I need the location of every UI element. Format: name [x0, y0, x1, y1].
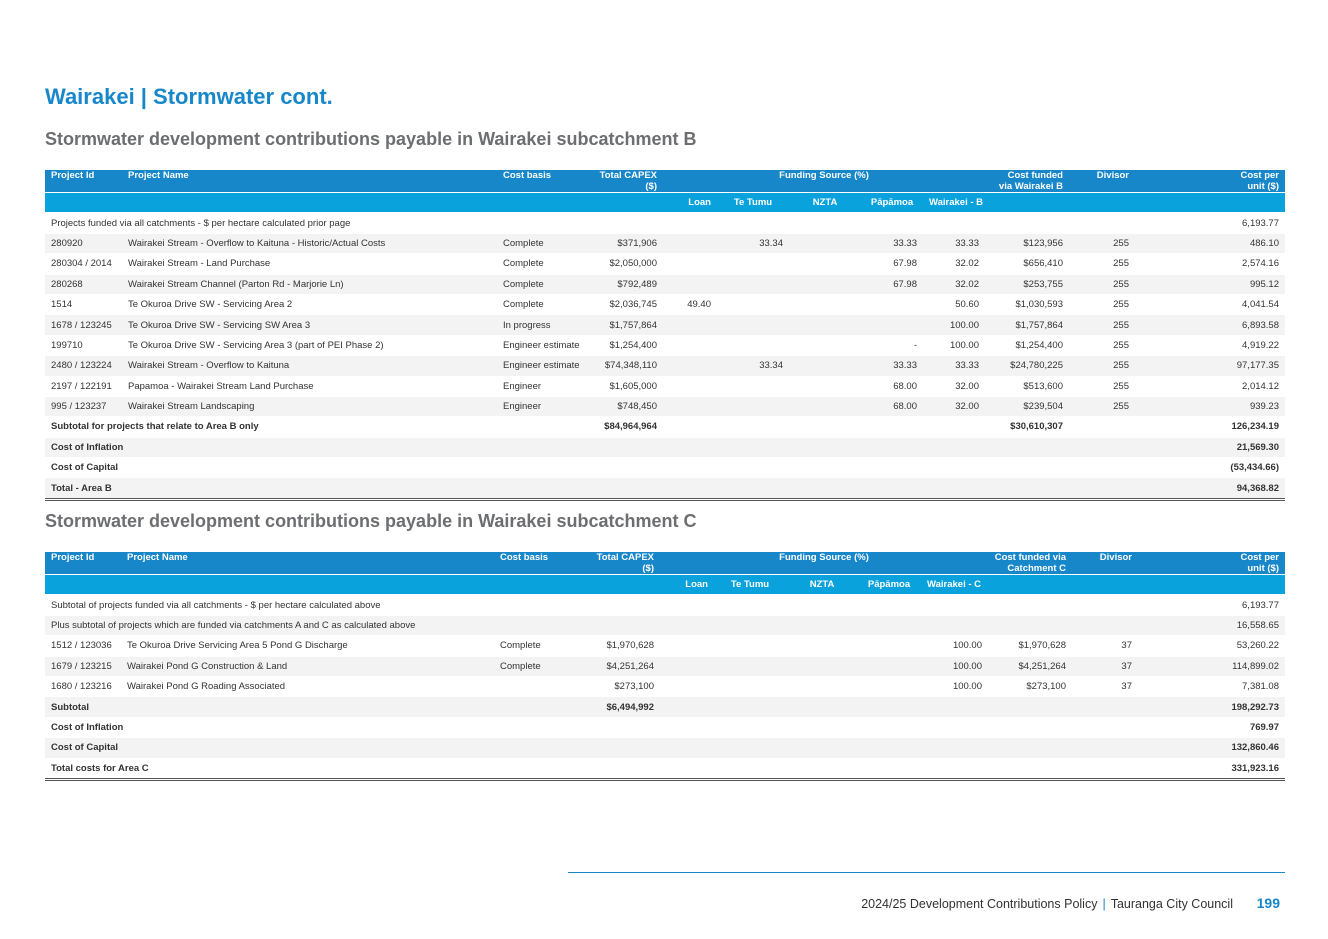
table-subcatchment-c	[45, 552, 1285, 781]
cell-papamoa	[858, 636, 920, 656]
table-row	[45, 636, 1285, 656]
col-header-te-tumu: Te Tumu	[714, 575, 786, 595]
cell-wairakei: 33.33	[923, 356, 985, 376]
cell-cost-basis: Complete	[494, 636, 584, 656]
col-header-wairakei: Wairakei - B	[923, 193, 985, 213]
cell-cost-per-unit: 16,558.65	[1138, 615, 1285, 635]
cell-cost-basis: Complete	[497, 254, 587, 274]
summary-total-capex	[584, 738, 660, 758]
cell-te-tumu: 33.34	[717, 233, 789, 253]
col-header-cost-funded	[988, 552, 1072, 575]
cell-total-capex: $2,036,745	[587, 294, 663, 314]
cell-cost-per-unit: 2,574.16	[1135, 254, 1285, 274]
summary-divisor	[1069, 478, 1135, 499]
cell-divisor: 255	[1069, 315, 1135, 335]
cost-per-unit-line2: unit ($)	[1247, 181, 1279, 192]
cell-nzta	[789, 356, 861, 376]
cell-wairakei: 100.00	[920, 676, 988, 696]
cell-te-tumu	[717, 335, 789, 355]
cell-project-name: Wairakei Pond G Roading Associated	[121, 676, 494, 696]
summary-total-capex	[587, 478, 663, 499]
summary-gap	[663, 437, 985, 457]
cell-cost-per-unit: 114,899.02	[1138, 656, 1285, 676]
cell-cost-funded: $1,030,593	[985, 294, 1069, 314]
page-title: Wairakei | Stormwater cont.	[45, 84, 333, 109]
cell-total-capex: $1,757,864	[587, 315, 663, 335]
summary-cost-funded	[988, 697, 1072, 717]
cell-papamoa: 33.33	[861, 356, 923, 376]
summary-cost-funded	[988, 738, 1072, 758]
table-row	[45, 315, 1285, 335]
col-header-papamoa: Pāpāmoa	[861, 193, 923, 213]
cell-divisor: 37	[1072, 676, 1138, 696]
cell-nzta	[789, 396, 861, 416]
col-header-total-capex	[584, 552, 660, 575]
summary-gap	[663, 478, 985, 499]
cell-cost-funded: $656,410	[985, 254, 1069, 274]
table-header-row	[45, 552, 1285, 575]
cell-loan	[663, 274, 717, 294]
col-header-nzta: NZTA	[789, 193, 861, 213]
summary-total-capex	[584, 717, 660, 737]
cell-cost-funded: $1,757,864	[985, 315, 1069, 335]
footer-text	[861, 897, 1233, 911]
cell-project-name: Wairakei Stream - Overflow to Kaituna	[122, 356, 497, 376]
summary-divisor	[1069, 458, 1135, 478]
cost-funded-line2: Catchment C	[1007, 563, 1066, 574]
cell-cost-funded: $1,254,400	[985, 335, 1069, 355]
cell-total-capex: $792,489	[587, 274, 663, 294]
footer-separator: |	[1102, 897, 1106, 911]
cell-loan: 49.40	[663, 294, 717, 314]
cell-papamoa: 67.98	[861, 254, 923, 274]
cell-project-name: Te Okuroa Drive SW - Servicing SW Area 3	[122, 315, 497, 335]
cell-divisor: 255	[1069, 396, 1135, 416]
cell-wairakei: 33.33	[923, 233, 985, 253]
cell-cost-funded: $123,956	[985, 233, 1069, 253]
intro-row	[45, 213, 1285, 233]
cell-total-capex: $1,254,400	[587, 335, 663, 355]
summary-cost-funded	[985, 437, 1069, 457]
cell-cost-basis: Engineer	[497, 396, 587, 416]
cell-project-name: Wairakei Stream - Overflow to Kaituna - Historic/Actual Costs	[122, 233, 497, 253]
cell-project-id: 1679 / 123215	[45, 656, 121, 676]
cell-project-id: 2197 / 122191	[45, 376, 122, 396]
intro-label: Plus subtotal of projects which are funded via catchments A and C as calculated above	[45, 615, 1138, 635]
cell-total-capex: $1,605,000	[587, 376, 663, 396]
total-capex-line2: ($)	[642, 563, 654, 574]
summary-gap	[663, 458, 985, 478]
cell-project-name: Te Okuroa Drive SW - Servicing Area 3 (part of PEI Phase 2)	[122, 335, 497, 355]
cell-nzta	[789, 233, 861, 253]
col-header-divisor: Divisor	[1072, 552, 1138, 575]
table-subcatchment-b	[45, 170, 1285, 501]
summary-label: Cost of Inflation	[45, 437, 587, 457]
cell-papamoa	[858, 676, 920, 696]
col-header-papamoa: Pāpāmoa	[858, 575, 920, 595]
table-header-row	[45, 170, 1285, 193]
summary-row	[45, 738, 1285, 758]
cell-cost-per-unit: 995.12	[1135, 274, 1285, 294]
cell-cost-per-unit: 2,014.12	[1135, 376, 1285, 396]
summary-divisor	[1069, 437, 1135, 457]
cell-project-name: Wairakei Stream Channel (Parton Rd - Marjorie Ln)	[122, 274, 497, 294]
cell-cost-per-unit: 6,193.77	[1135, 213, 1285, 233]
cost-funded-line1: Cost funded via	[994, 552, 1066, 563]
table-row	[45, 656, 1285, 676]
cell-cost-per-unit: 4,041.54	[1135, 294, 1285, 314]
cell-te-tumu	[717, 376, 789, 396]
col-header-cost-per-unit	[1135, 170, 1285, 193]
summary-divisor	[1072, 758, 1138, 779]
table-subheader-row	[45, 193, 1285, 213]
cell-divisor: 255	[1069, 294, 1135, 314]
cell-papamoa: 68.00	[861, 376, 923, 396]
intro-row	[45, 595, 1285, 615]
cell-divisor: 255	[1069, 335, 1135, 355]
summary-total-capex	[584, 758, 660, 779]
cell-cost-per-unit: 939.23	[1135, 396, 1285, 416]
summary-cost-funded	[985, 458, 1069, 478]
table-row	[45, 376, 1285, 396]
cell-te-tumu	[717, 294, 789, 314]
footer-policy: 2024/25 Development Contributions Policy	[861, 897, 1098, 911]
cell-cost-basis: Engineer	[497, 376, 587, 396]
cell-project-id: 1680 / 123216	[45, 676, 121, 696]
cell-wairakei: 50.60	[923, 294, 985, 314]
summary-cost-funded: $30,610,307	[985, 417, 1069, 437]
table-row	[45, 396, 1285, 416]
footer-divider	[568, 872, 1285, 873]
cell-papamoa	[861, 294, 923, 314]
cell-loan	[660, 656, 714, 676]
cell-nzta	[789, 376, 861, 396]
summary-total-capex: $6,494,992	[584, 697, 660, 717]
summary-cost-per-unit: 331,923.16	[1138, 758, 1285, 779]
cell-nzta	[789, 254, 861, 274]
cell-wairakei: 32.00	[923, 376, 985, 396]
cell-loan	[660, 676, 714, 696]
col-header-cost-basis: Cost basis	[494, 552, 584, 575]
summary-row	[45, 717, 1285, 737]
cell-papamoa	[861, 315, 923, 335]
col-header-total-capex	[587, 170, 663, 193]
cell-project-name: Wairakei Stream - Land Purchase	[122, 254, 497, 274]
cell-loan	[663, 233, 717, 253]
col-header-funding-source: Funding Source (%)	[660, 552, 988, 575]
cost-funded-line1: Cost funded	[1007, 170, 1063, 181]
cell-divisor: 37	[1072, 656, 1138, 676]
total-capex-line1: Total CAPEX	[599, 170, 657, 181]
col-header-loan: Loan	[660, 575, 714, 595]
cell-nzta	[786, 656, 858, 676]
col-header-nzta: NZTA	[786, 575, 858, 595]
cell-cost-basis: Complete	[497, 233, 587, 253]
total-capex-line2: ($)	[645, 181, 657, 192]
section-title-b: Stormwater development contributions payable in Wairakei subcatchment B	[45, 129, 697, 149]
cell-te-tumu: 33.34	[717, 356, 789, 376]
summary-gap	[663, 417, 985, 437]
summary-cost-per-unit: 769.97	[1138, 717, 1285, 737]
col-header-project-id: Project Id	[45, 170, 122, 193]
cell-papamoa	[858, 656, 920, 676]
cell-divisor: 255	[1069, 376, 1135, 396]
col-header-wairakei: Wairakei - C	[920, 575, 988, 595]
cell-papamoa: 68.00	[861, 396, 923, 416]
summary-cost-per-unit: 198,292.73	[1138, 697, 1285, 717]
cell-total-capex: $273,100	[584, 676, 660, 696]
summary-label: Subtotal for projects that relate to Area B only	[45, 417, 587, 437]
table-row	[45, 254, 1285, 274]
cell-cost-per-unit: 7,381.08	[1138, 676, 1285, 696]
cell-project-id: 995 / 123237	[45, 396, 122, 416]
cell-cost-basis: Complete	[497, 274, 587, 294]
cell-divisor: 255	[1069, 356, 1135, 376]
cell-project-id: 280304 / 2014	[45, 254, 122, 274]
cell-project-name: Te Okuroa Drive Servicing Area 5 Pond G Discharge	[121, 636, 494, 656]
cell-total-capex: $74,348,110	[587, 356, 663, 376]
cell-total-capex: $2,050,000	[587, 254, 663, 274]
summary-cost-per-unit: 94,368.82	[1135, 478, 1285, 499]
cell-cost-funded: $1,970,628	[988, 636, 1072, 656]
cell-cost-per-unit: 97,177.35	[1135, 356, 1285, 376]
cell-te-tumu	[717, 315, 789, 335]
cell-cost-funded: $253,755	[985, 274, 1069, 294]
summary-gap	[660, 738, 988, 758]
cell-wairakei: 100.00	[923, 315, 985, 335]
cell-loan	[663, 315, 717, 335]
cell-loan	[660, 636, 714, 656]
summary-cost-per-unit: 126,234.19	[1135, 417, 1285, 437]
summary-row	[45, 697, 1285, 717]
footer-council: Tauranga City Council	[1110, 897, 1233, 911]
cell-wairakei: 32.02	[923, 254, 985, 274]
cell-papamoa: 33.33	[861, 233, 923, 253]
cost-per-unit-line2: unit ($)	[1247, 563, 1279, 574]
summary-label: Cost of Capital	[45, 458, 587, 478]
table-row	[45, 335, 1285, 355]
col-header-te-tumu: Te Tumu	[717, 193, 789, 213]
table-row	[45, 233, 1285, 253]
cell-wairakei: 100.00	[923, 335, 985, 355]
cell-cost-funded: $4,251,264	[988, 656, 1072, 676]
cell-loan	[663, 396, 717, 416]
col-header-cost-funded	[985, 170, 1069, 193]
summary-row	[45, 417, 1285, 437]
cell-cost-per-unit: 6,193.77	[1138, 595, 1285, 615]
col-header-funding-source: Funding Source (%)	[663, 170, 985, 193]
section-title-c: Stormwater development contributions payable in Wairakei subcatchment C	[45, 511, 697, 531]
cell-total-capex: $371,906	[587, 233, 663, 253]
summary-gap	[660, 758, 988, 779]
cell-cost-basis: Engineer estimate	[497, 335, 587, 355]
cell-te-tumu	[717, 254, 789, 274]
cell-loan	[663, 376, 717, 396]
cell-project-id: 1678 / 123245	[45, 315, 122, 335]
table-subheader-row	[45, 575, 1285, 595]
cell-cost-basis: Complete	[494, 656, 584, 676]
cell-project-id: 199710	[45, 335, 122, 355]
cell-wairakei: 100.00	[920, 656, 988, 676]
summary-row	[45, 458, 1285, 478]
cell-wairakei: 32.02	[923, 274, 985, 294]
summary-cost-per-unit: 132,860.46	[1138, 738, 1285, 758]
cell-loan	[663, 356, 717, 376]
cell-cost-basis	[494, 676, 584, 696]
summary-divisor	[1072, 738, 1138, 758]
cell-papamoa: 67.98	[861, 274, 923, 294]
cell-total-capex: $4,251,264	[584, 656, 660, 676]
cell-loan	[663, 254, 717, 274]
summary-label: Total - Area B	[45, 478, 587, 499]
intro-label: Subtotal of projects funded via all catchments - $ per hectare calculated above	[45, 595, 1138, 615]
col-header-cost-basis: Cost basis	[497, 170, 587, 193]
cell-loan	[663, 335, 717, 355]
cell-cost-funded: $239,504	[985, 396, 1069, 416]
table-row	[45, 274, 1285, 294]
cell-cost-per-unit: 4,919.22	[1135, 335, 1285, 355]
cell-project-name: Wairakei Stream Landscaping	[122, 396, 497, 416]
cell-project-id: 280268	[45, 274, 122, 294]
cell-te-tumu	[714, 636, 786, 656]
table-row	[45, 294, 1285, 314]
cell-project-name: Te Okuroa Drive SW - Servicing Area 2	[122, 294, 497, 314]
summary-total-capex	[587, 437, 663, 457]
cell-cost-funded: $513,600	[985, 376, 1069, 396]
cell-cost-per-unit: 486.10	[1135, 233, 1285, 253]
col-header-divisor: Divisor	[1069, 170, 1135, 193]
cell-cost-basis: Complete	[497, 294, 587, 314]
cell-nzta	[789, 274, 861, 294]
cell-cost-funded: $273,100	[988, 676, 1072, 696]
cell-te-tumu	[717, 396, 789, 416]
summary-gap	[660, 697, 988, 717]
cell-papamoa: -	[861, 335, 923, 355]
cost-funded-line2: via Wairakei B	[998, 181, 1063, 192]
summary-label: Cost of Inflation	[45, 717, 584, 737]
cell-cost-per-unit: 53,260.22	[1138, 636, 1285, 656]
summary-total-capex: $84,964,964	[587, 417, 663, 437]
table-row	[45, 356, 1285, 376]
summary-row	[45, 758, 1285, 779]
summary-total-capex	[587, 458, 663, 478]
summary-cost-per-unit: 21,569.30	[1135, 437, 1285, 457]
cell-project-id: 280920	[45, 233, 122, 253]
intro-row	[45, 615, 1285, 635]
cell-cost-per-unit: 6,893.58	[1135, 315, 1285, 335]
summary-cost-per-unit: (53,434.66)	[1135, 458, 1285, 478]
cell-project-name: Wairakei Pond G Construction & Land	[121, 656, 494, 676]
cell-divisor: 255	[1069, 274, 1135, 294]
cost-per-unit-line1: Cost per	[1240, 170, 1279, 181]
summary-label: Subtotal	[45, 697, 584, 717]
summary-label: Total costs for Area C	[45, 758, 584, 779]
cell-nzta	[786, 676, 858, 696]
col-header-project-name: Project Name	[121, 552, 494, 575]
summary-label: Cost of Capital	[45, 738, 584, 758]
cost-per-unit-line1: Cost per	[1240, 552, 1279, 563]
cell-project-name: Papamoa - Wairakei Stream Land Purchase	[122, 376, 497, 396]
page-number: 199	[1256, 895, 1280, 911]
cell-project-id: 1514	[45, 294, 122, 314]
summary-gap	[660, 717, 988, 737]
col-header-loan: Loan	[663, 193, 717, 213]
col-header-project-name: Project Name	[122, 170, 497, 193]
col-header-project-id: Project Id	[45, 552, 121, 575]
summary-cost-funded	[985, 478, 1069, 499]
cell-divisor: 255	[1069, 254, 1135, 274]
cell-project-id: 2480 / 123224	[45, 356, 122, 376]
summary-cost-funded	[988, 717, 1072, 737]
cell-wairakei: 32.00	[923, 396, 985, 416]
col-header-cost-per-unit	[1138, 552, 1285, 575]
cell-nzta	[789, 335, 861, 355]
cell-nzta	[789, 294, 861, 314]
cell-cost-basis: Engineer estimate	[497, 356, 587, 376]
cell-nzta	[786, 636, 858, 656]
summary-row	[45, 478, 1285, 499]
cell-total-capex: $748,450	[587, 396, 663, 416]
cell-cost-basis: In progress	[497, 315, 587, 335]
total-capex-line1: Total CAPEX	[596, 552, 654, 563]
summary-divisor	[1069, 417, 1135, 437]
summary-divisor	[1072, 697, 1138, 717]
cell-cost-funded: $24,780,225	[985, 356, 1069, 376]
summary-row	[45, 437, 1285, 457]
summary-cost-funded	[988, 758, 1072, 779]
intro-label: Projects funded via all catchments - $ per hectare calculated prior page	[45, 213, 1135, 233]
cell-wairakei: 100.00	[920, 636, 988, 656]
cell-divisor: 37	[1072, 636, 1138, 656]
cell-nzta	[789, 315, 861, 335]
cell-te-tumu	[714, 656, 786, 676]
cell-divisor: 255	[1069, 233, 1135, 253]
cell-project-id: 1512 / 123036	[45, 636, 121, 656]
cell-te-tumu	[714, 676, 786, 696]
summary-divisor	[1072, 717, 1138, 737]
table-row	[45, 676, 1285, 696]
cell-te-tumu	[717, 274, 789, 294]
cell-total-capex: $1,970,628	[584, 636, 660, 656]
